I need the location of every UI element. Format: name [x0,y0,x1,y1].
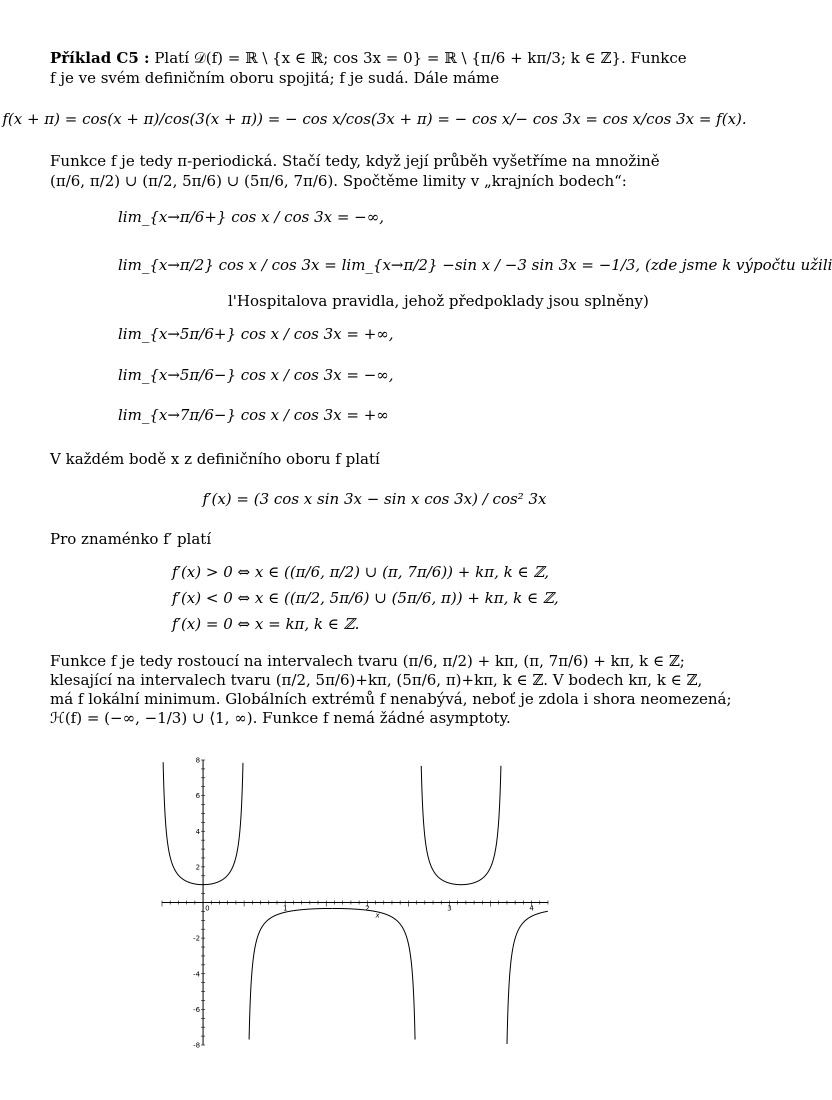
conclusion-3: má f lokální minimum. Globálních extrémů f nenabývá, neboť je zdola i shora neomezená; [50,690,732,708]
x-axis-label: x [375,911,380,920]
y-tick-label: -6 [193,1005,201,1014]
x-tick-label: 4 [529,904,534,913]
conclusion-2: klesající na intervalech tvaru (π/2, 5π/6)+kπ, (5π/6, π)+kπ, k ∈ ℤ. V bodech kπ, k ∈ ℤ, [50,671,703,689]
limit-4: lim_{x→5π/6−} cos x / cos 3x = −∞, [118,366,394,384]
periodic-text-2: (π/6, π/2) ∪ (π/2, 5π/6) ∪ (5π/6, 7π/6). Spočtěme limity v „krajních bodech“: [50,172,627,190]
curve-branch [421,766,501,885]
example-intro2: f je ve svém definičním oboru spojitá; f je sudá. Dále máme [50,69,500,87]
y-tick-label: 2 [195,863,201,872]
example-heading: Příklad C5 : [50,49,150,67]
y-tick-label: -2 [193,934,201,943]
derivative-intro: V každém bodě x z definičního oboru f platí [50,450,380,468]
y-tick-label: 4 [195,827,201,836]
y-tick-label: 8 [195,756,201,765]
y-tick-label: -4 [193,970,201,979]
x-origin-label: 0 [205,904,210,913]
curve-branch [507,911,548,1044]
conclusion-1: Funkce f je tedy rostoucí na intervalech tvaru (π/6, π/2) + kπ, (π, 7π/6) + kπ, k ∈ ℤ; [50,652,685,670]
limit-2: lim_{x→π/2} cos x / cos 3x = lim_{x→π/2} −sin x / −3 sin 3x = −1/3, (zde jsme k výpočtu užili [118,256,832,274]
graph-curves [163,762,548,1044]
sign-intro: Pro znaménko f′ platí [50,530,212,548]
example-intro-line [50,49,687,67]
limit-1: lim_{x→π/6+} cos x / cos 3x = −∞, [118,208,385,226]
y-tick-label: 6 [195,792,201,801]
graph-axes [162,760,548,1045]
x-tick-label: 1 [282,904,288,913]
periodicity-equation: f(x + π) = cos(x + π)/cos(3(x + π)) = − cos x/cos(3x + π) = − cos x/− cos 3x = cos x/cos 3x = f(x). [2,110,747,128]
sign-line-1: f′(x) > 0 ⇔ x ∈ ((π/6, π/2) ∪ (π, 7π/6)) + kπ, k ∈ ℤ, [172,563,550,581]
limit-3: lim_{x→5π/6+} cos x / cos 3x = +∞, [118,325,394,343]
y-tick-label: -8 [193,1041,201,1050]
limit-2-note: l'Hospitalova pravidla, jehož předpoklady jsou splněny) [228,292,649,310]
periodic-text-1: Funkce f je tedy π-periodická. Stačí tedy, když její průběh vyšetříme na množině [50,152,660,170]
x-tick-label: 3 [447,904,452,913]
example-intro: Platí 𝒟(f) = ℝ \ {x ∈ ℝ; cos 3x = 0} = ℝ \ {π/6 + kπ/3; k ∈ ℤ}. Funkce [154,49,687,67]
conclusion-4: ℋ(f) = (−∞, −1/3) ∪ ⟨1, ∞). Funkce f nemá žádné asymptoty. [50,709,511,727]
sign-line-2: f′(x) < 0 ⇔ x ∈ ((π/2, 5π/6) ∪ (5π/6, π)) + kπ, k ∈ ℤ, [172,589,559,607]
curve-branch [249,908,332,1039]
limit-5: lim_{x→7π/6−} cos x / cos 3x = +∞ [118,406,389,424]
derivative-equation: f′(x) = (3 cos x sin 3x − sin x cos 3x) / cos² 3x [202,490,547,508]
curve-branch [332,908,415,1039]
sign-line-3: f′(x) = 0 ⇔ x = kπ, k ∈ ℤ. [172,615,360,633]
function-graph [150,750,560,1055]
x-tick-label: 2 [365,904,370,913]
